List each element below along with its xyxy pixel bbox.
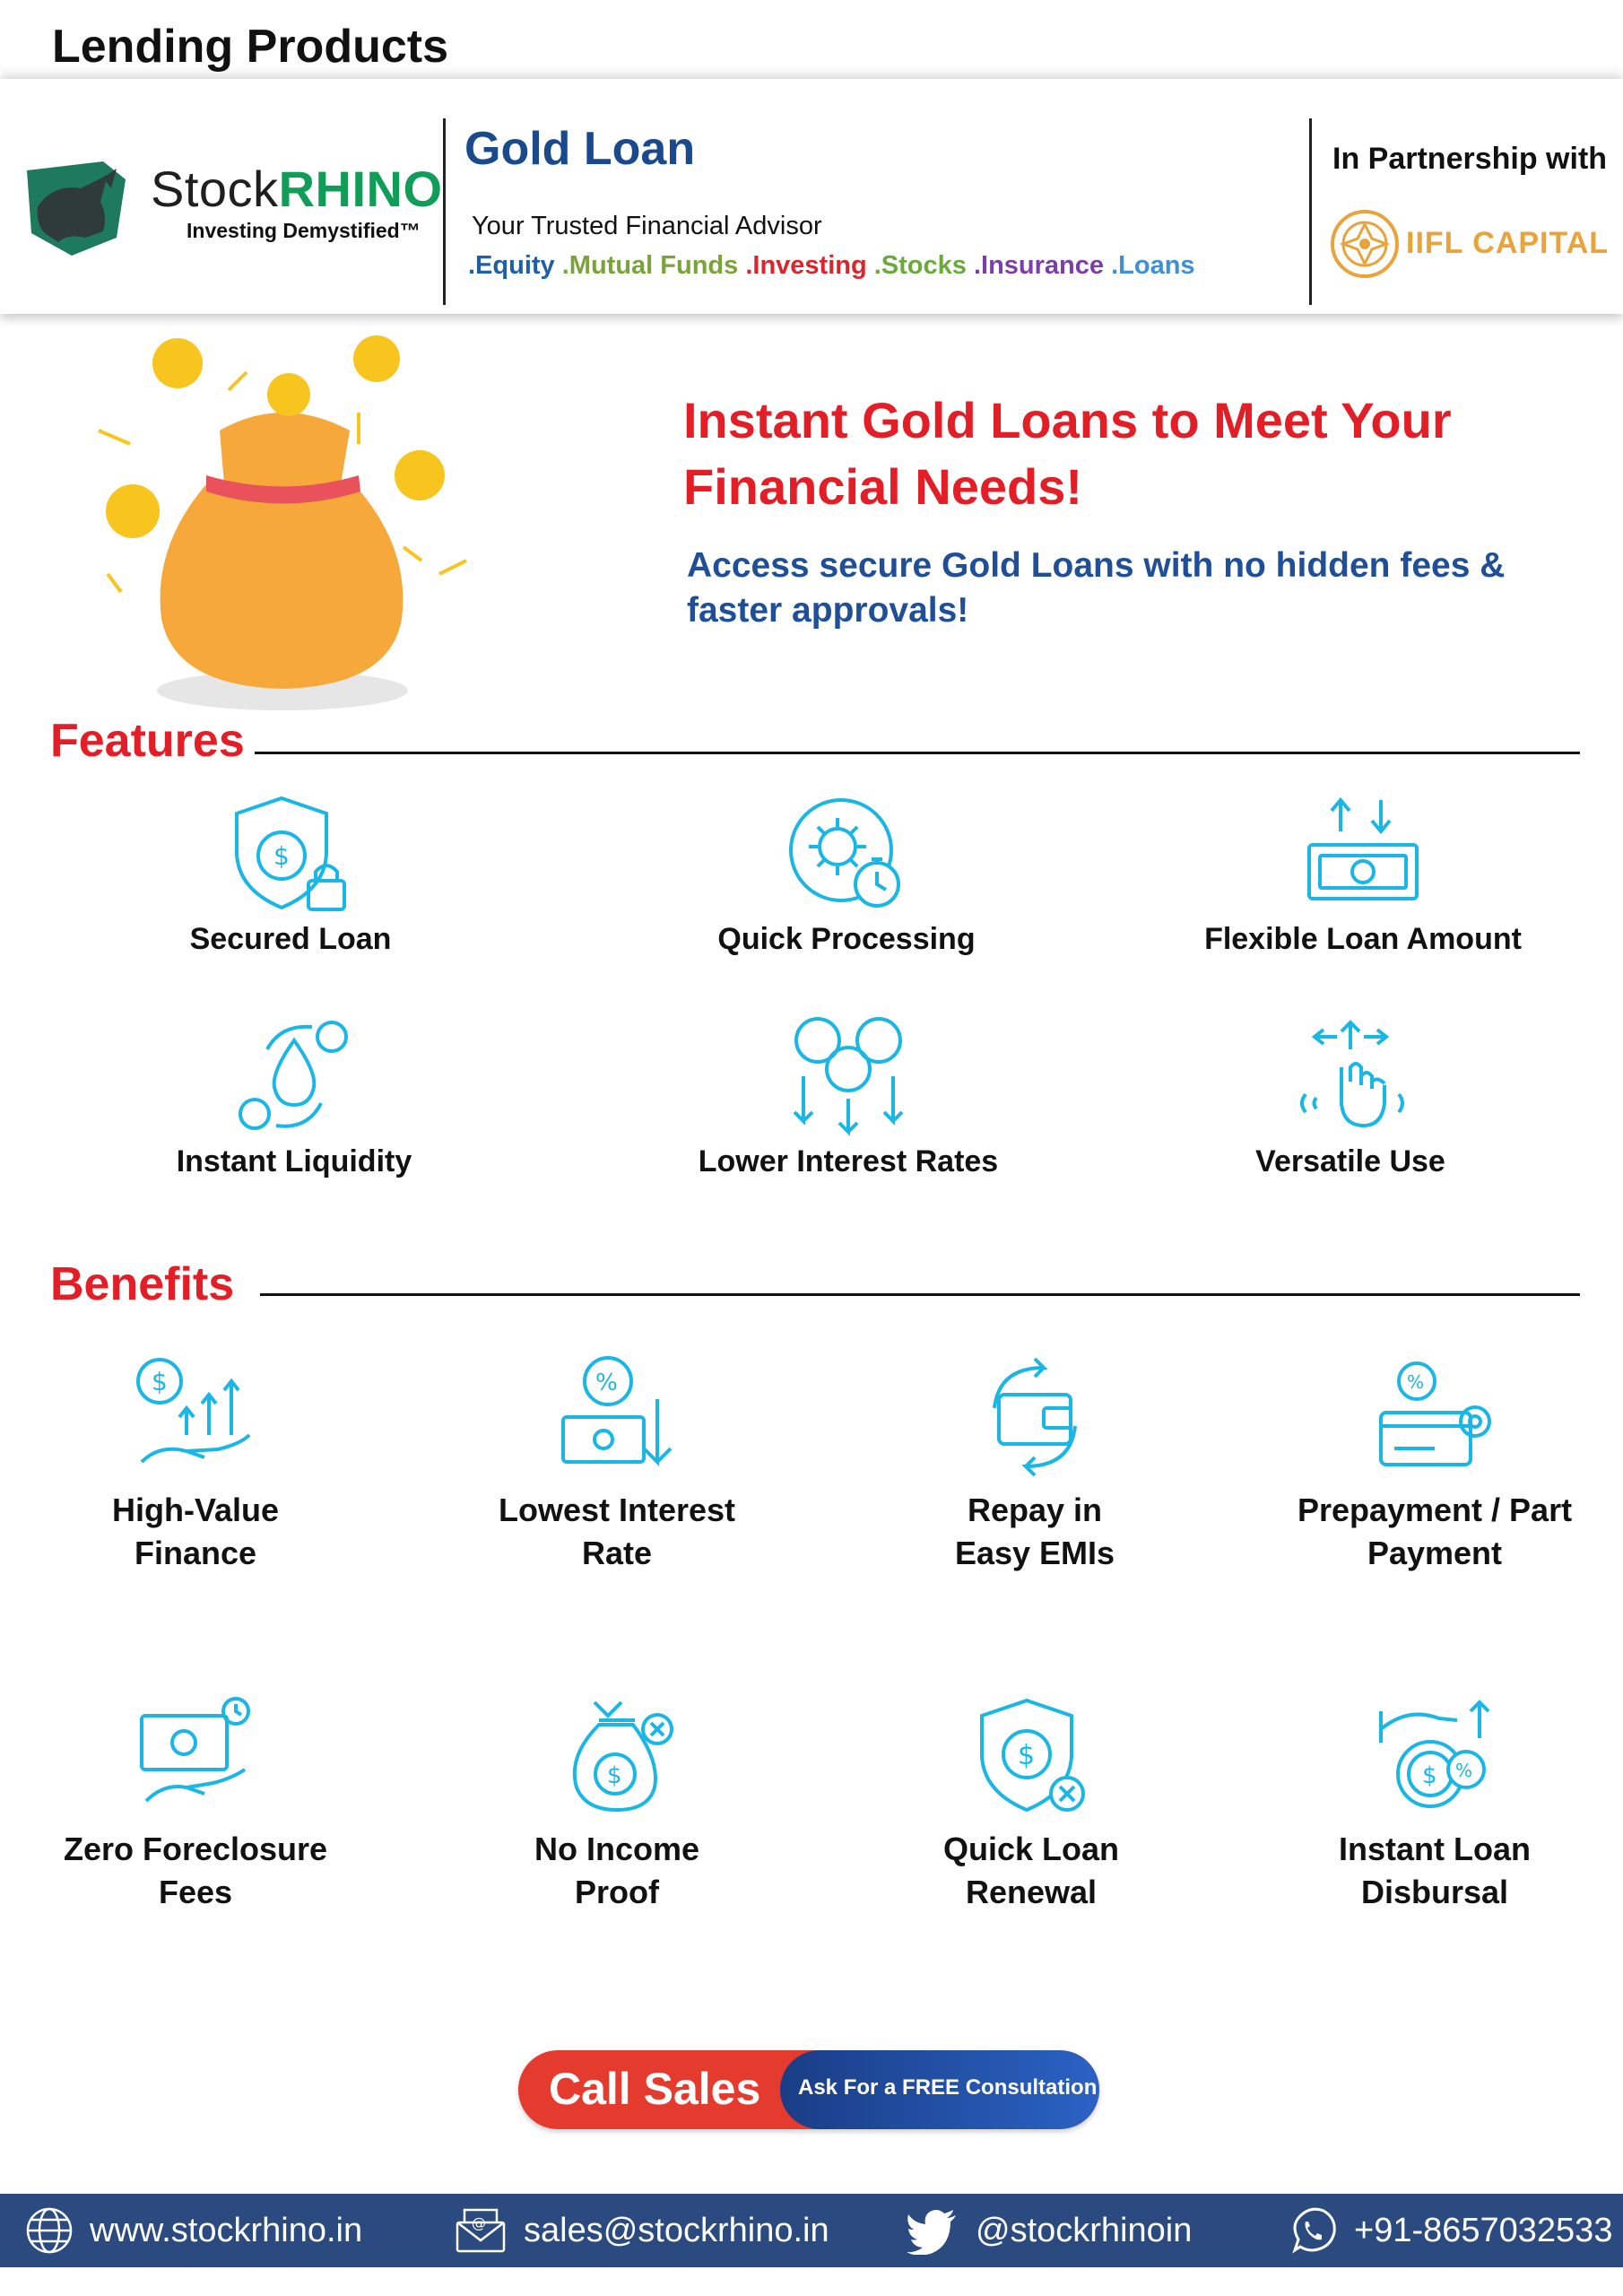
feature-label: Lower Interest Rates <box>698 1144 999 1178</box>
call-sales-label: Call Sales <box>549 2064 761 2114</box>
footer-bar <box>0 2194 1623 2267</box>
benefits-divider <box>260 1293 1580 1296</box>
benefit-label: Prepayment / Part Payment <box>1297 1492 1573 1571</box>
partner-label: In Partnership with <box>1332 142 1608 176</box>
feature-label: Secured Loan <box>189 922 392 956</box>
footer-phone-link[interactable] <box>1288 2206 1612 2255</box>
brand-name: StockRHINO <box>151 161 443 217</box>
free-consultation-label: Ask For a FREE Consultation <box>798 2075 1098 2100</box>
footer-twitter-link[interactable] <box>906 2206 1192 2255</box>
benefit-label: Lowest Interest Rate <box>498 1492 736 1571</box>
feature-label: Instant Liquidity <box>176 1144 412 1178</box>
iifl-emblem-icon <box>1329 208 1401 280</box>
feature-label: Versatile Use <box>1255 1144 1445 1178</box>
service-item: .Investing <box>745 251 874 280</box>
features-divider <box>255 752 1580 754</box>
twitter-bird-icon <box>906 2206 959 2255</box>
hero-title: Instant Gold Loans to Meet Your Financial Needs! <box>683 392 1452 515</box>
phone-text: +91-8657032533 <box>1354 2211 1613 2249</box>
banknote-hand-clock-icon <box>133 1693 258 1819</box>
stockrhino-logo-icon <box>18 152 135 260</box>
percent-down-arrows-icon <box>785 1013 911 1139</box>
hand-pointer-arrows-icon <box>1288 1013 1413 1139</box>
service-item: .Insurance <box>973 251 1112 280</box>
page-title: Lending Products <box>52 21 448 73</box>
card-gear-percent-icon <box>1372 1354 1497 1480</box>
benefit-label: Quick Loan Renewal <box>942 1831 1120 1910</box>
website-text: www.stockrhino.in <box>90 2211 363 2249</box>
brand-tagline: Investing Demystified™ <box>187 219 421 242</box>
twitter-text: @stockrhinoin <box>976 2211 1193 2249</box>
benefit-label: Zero Foreclosure Fees <box>63 1831 328 1910</box>
footer-website-link[interactable] <box>25 2206 362 2255</box>
feature-label: Quick Processing <box>717 922 976 956</box>
feature-versatile-use <box>1099 1013 1601 1179</box>
svg-text:%: % <box>1455 1760 1473 1781</box>
hero-subtitle: Access secure Gold Loans with no hidden fees & faster approvals! <box>687 546 1506 630</box>
email-text: sales@stockrhino.in <box>524 2211 829 2249</box>
gear-stopwatch-icon <box>784 791 909 917</box>
hand-coins-percent-icon <box>1372 1693 1497 1819</box>
benefit-label: Repay in Easy EMIs <box>954 1492 1115 1571</box>
globe-icon <box>25 2206 74 2255</box>
footer-email-link[interactable] <box>454 2206 829 2255</box>
banknote-arrows-icon <box>1300 791 1426 917</box>
header-divider-left <box>443 118 446 305</box>
benefit-repay-easy-emis <box>846 1354 1223 1575</box>
svg-text:%: % <box>1407 1371 1425 1393</box>
svg-text:%: % <box>595 1370 618 1396</box>
shield-dollar-cross-icon <box>968 1693 1094 1819</box>
header-divider-right <box>1309 118 1312 305</box>
money-bag-icon <box>81 332 493 718</box>
feature-label: Flexible Loan Amount <box>1204 922 1522 956</box>
feature-lower-interest-rates <box>597 1013 1099 1179</box>
hand-coin-growth-icon <box>133 1354 258 1480</box>
svg-text:$: $ <box>1018 1740 1036 1771</box>
benefit-prepayment-part-payment <box>1246 1354 1623 1575</box>
free-consultation-pill <box>780 2050 1099 2129</box>
svg-text:$: $ <box>1422 1762 1437 1789</box>
svg-text:$: $ <box>152 1367 168 1396</box>
benefit-quick-loan-renewal <box>843 1693 1219 1914</box>
liquidity-drop-icon <box>231 1013 357 1139</box>
feature-instant-liquidity <box>43 1013 545 1179</box>
feature-flexible-loan-amount <box>1112 791 1614 957</box>
features-heading: Features <box>50 715 245 767</box>
svg-text:@: @ <box>472 2214 486 2231</box>
feature-secured-loan <box>39 791 542 957</box>
service-item: .Loans <box>1111 251 1195 280</box>
wallet-cycle-icon <box>972 1354 1098 1480</box>
service-item: .Stocks <box>873 251 974 280</box>
benefits-heading: Benefits <box>50 1258 235 1310</box>
benefit-label: High-Value Finance <box>111 1492 280 1571</box>
benefit-no-income-proof <box>429 1693 805 1914</box>
call-sales-button[interactable] <box>518 2050 1099 2129</box>
benefit-lowest-interest-rate <box>429 1354 805 1575</box>
benefit-label: Instant Loan Disbursal <box>1339 1831 1531 1910</box>
product-title: Gold Loan <box>464 123 696 175</box>
benefit-instant-loan-disbursal <box>1246 1693 1623 1914</box>
feature-quick-processing <box>595 791 1098 957</box>
benefit-zero-foreclosure-fees <box>7 1693 384 1914</box>
services-list <box>468 251 1195 281</box>
service-item: .Equity <box>468 251 562 280</box>
partner-name: IIFL CAPITAL <box>1406 226 1610 260</box>
svg-text:$: $ <box>273 841 290 871</box>
benefit-high-value-finance <box>7 1354 384 1575</box>
whatsapp-icon <box>1288 2205 1338 2256</box>
advisor-tagline: Your Trusted Financial Advisor <box>472 212 822 240</box>
service-item: .Mutual Funds <box>561 251 746 280</box>
money-bag-cross-icon <box>554 1693 680 1819</box>
shield-money-lock-icon <box>228 791 353 917</box>
email-icon <box>454 2206 508 2255</box>
svg-text:$: $ <box>607 1762 622 1789</box>
benefit-label: No Income Proof <box>534 1831 700 1910</box>
percent-banknote-down-icon <box>554 1354 680 1480</box>
